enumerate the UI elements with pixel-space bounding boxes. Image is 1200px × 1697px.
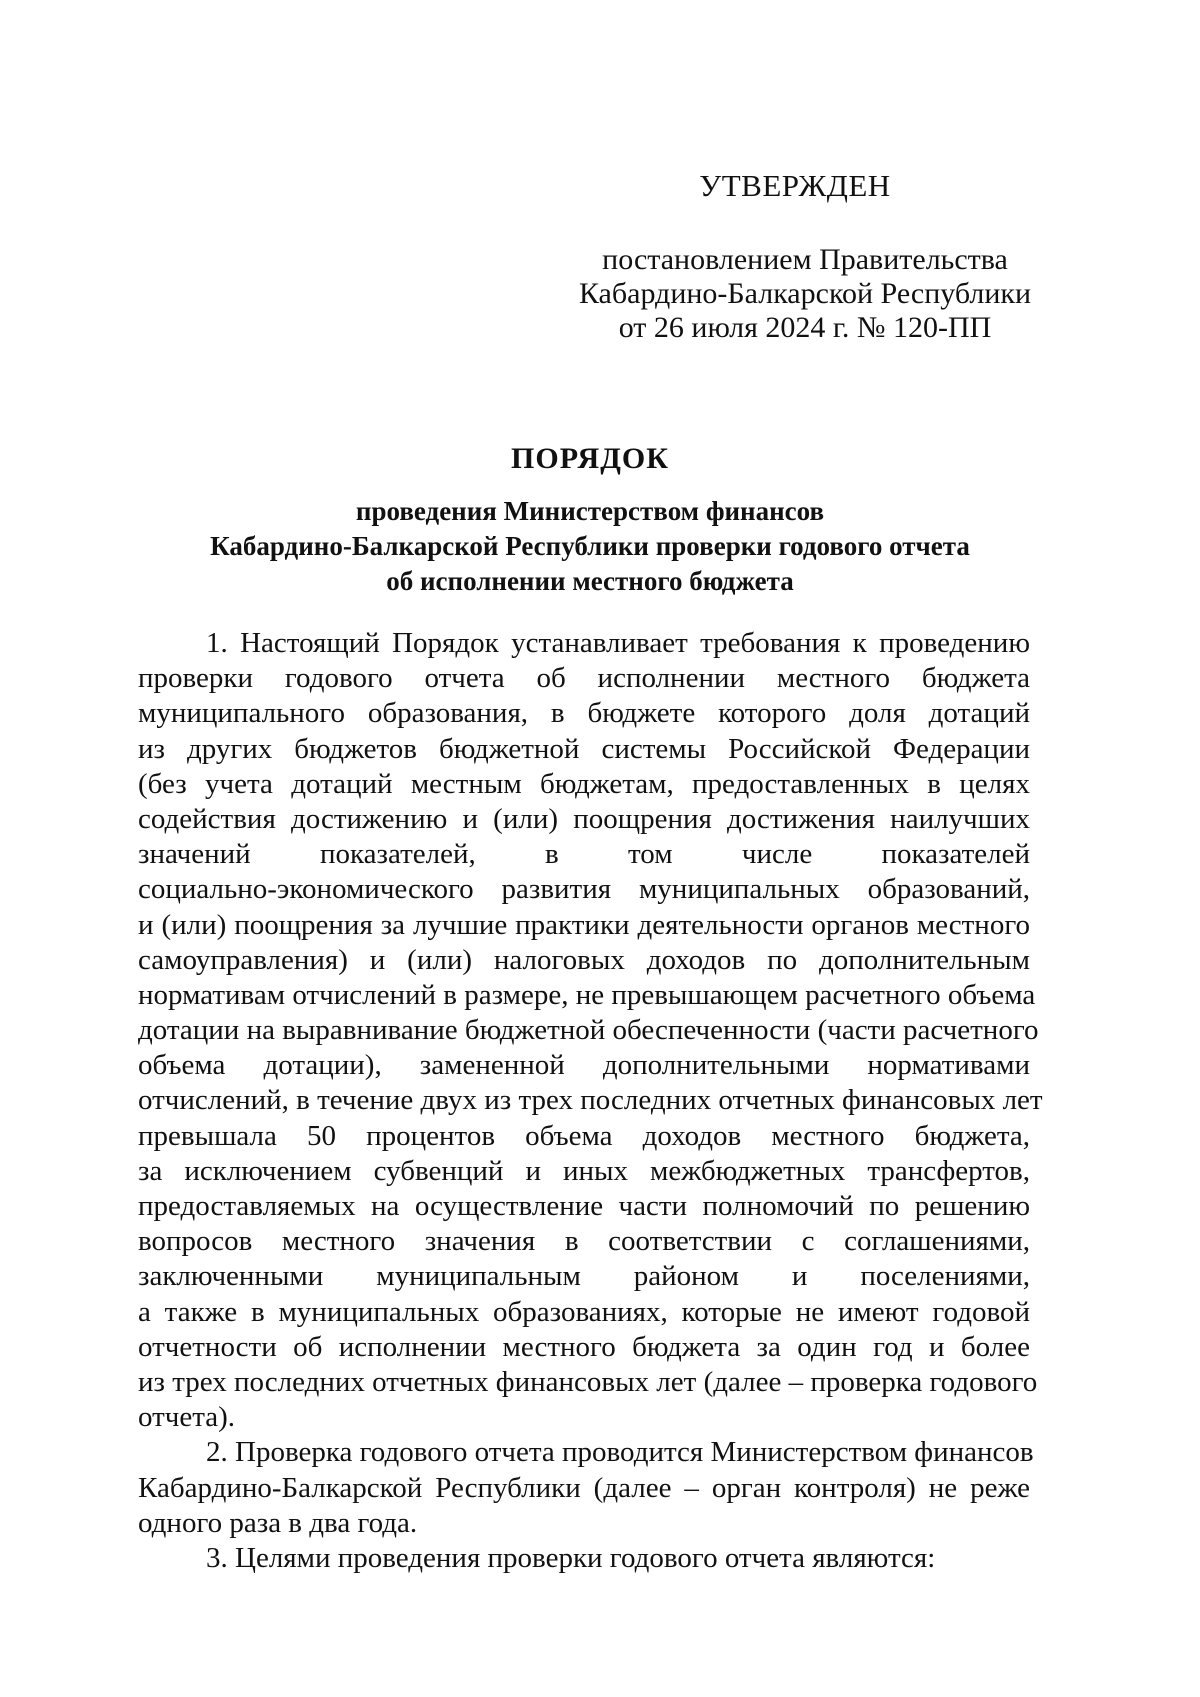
text-line: отчислений, в течение двух из трех последних отчетных финансовых лет: [138, 1084, 1043, 1117]
subtitle-line: проведения Министерством финансов: [355, 496, 825, 526]
text-line: отчета).: [138, 1401, 236, 1434]
approval-line: постановлением Правительства: [602, 243, 1008, 276]
text-line: нормативам отчислений в размере, не превышающем расчетного объема: [138, 978, 1036, 1011]
document-subtitle: [150, 494, 1030, 599]
paragraph-3: [138, 1541, 1030, 1576]
text-line: муниципального образования, в бюджете которого доля дотаций: [138, 697, 1030, 730]
text-line: и (или) поощрения за лучшие практики деятельности органов местного: [138, 908, 1030, 941]
text-line: вопросов местного значения в соответствии с соглашениями,: [138, 1225, 1030, 1258]
text-line: содействия достижению и (или) поощрения достижения наилучших: [138, 802, 1030, 835]
text-line: социально-экономического развития муниципальных образований,: [138, 873, 1030, 906]
text-line: значений показателей, в том числе показателей: [138, 838, 1030, 871]
text-line: предоставляемых на осуществление части полномочий по решению: [138, 1190, 1030, 1222]
subtitle-line: Кабардино-Балкарской Республики проверки годового отчета: [210, 531, 970, 561]
document-title: ПОРЯДОК: [511, 442, 669, 475]
text-line: 2. Проверка годового отчета проводится Министерством финансов: [206, 1436, 1034, 1469]
text-line: отчетности об исполнении местного бюджета за один год и более: [138, 1330, 1030, 1363]
document-heading: [150, 444, 1030, 599]
text-line: за исключением субвенций и иных межбюджетных трансфертов,: [138, 1154, 1030, 1187]
subtitle-line: об исполнении местного бюджета: [386, 566, 794, 596]
text-line: 1. Настоящий Порядок устанавливает требования к проведению: [206, 627, 1030, 659]
approval-stamp-block: [560, 170, 1050, 345]
text-line: из других бюджетов бюджетной системы Российской Федерации: [138, 732, 1030, 765]
text-line: превышала 50 процентов объема доходов местного бюджета,: [138, 1119, 1030, 1152]
paragraph-2: [138, 1435, 1034, 1541]
approval-title: УТВЕРЖДЕН: [699, 168, 891, 203]
paragraph-1: [138, 626, 1043, 1435]
approval-details: [560, 243, 1050, 345]
approval-line: от 26 июля 2024 г. № 120-ПП: [618, 311, 992, 344]
text-line: самоуправления) и (или) налоговых доходов по дополнительным: [138, 943, 1030, 976]
text-line: 3. Целями проведения проверки годового отчета являются:: [206, 1541, 936, 1574]
text-line: а также в муниципальных образованиях, которые не имеют годовой: [138, 1295, 1030, 1328]
text-line: из трех последних отчетных финансовых лет (далее – проверка годового: [138, 1365, 1038, 1398]
approval-line: Кабардино-Балкарской Республики: [578, 277, 1032, 310]
text-line: (без учета дотаций местным бюджетам, предоставленных в целях: [138, 767, 1030, 800]
text-line: заключенными муниципальным районом и поселениями,: [138, 1260, 1030, 1293]
text-line: проверки годового отчета об исполнении местного бюджета: [138, 662, 1030, 695]
document-body: [138, 626, 1043, 1576]
text-line: одного раза в два года.: [138, 1506, 418, 1539]
text-line: Кабардино-Балкарской Республики (далее – орган контроля) не реже: [138, 1471, 1030, 1504]
text-line: объема дотации), замененной дополнительными нормативами: [138, 1049, 1030, 1082]
text-line: дотации на выравнивание бюджетной обеспеченности (части расчетного: [138, 1014, 1039, 1047]
